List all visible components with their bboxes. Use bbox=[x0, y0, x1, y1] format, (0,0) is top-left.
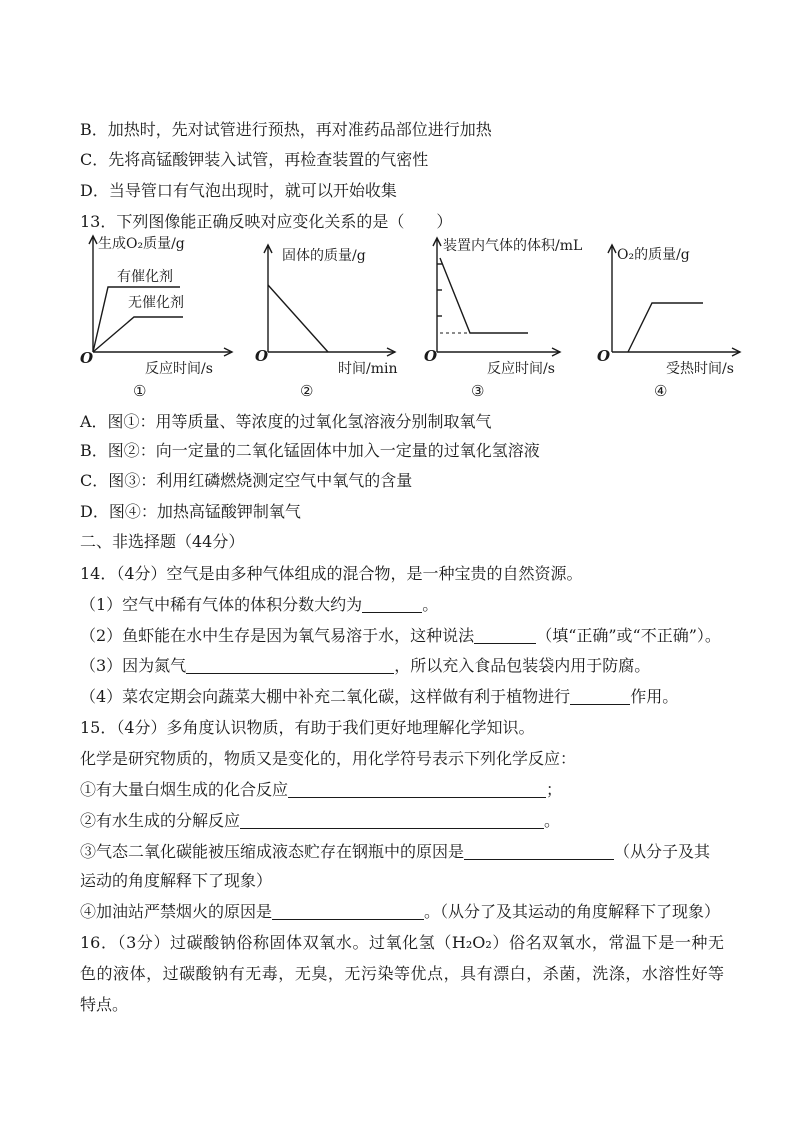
graph-4 bbox=[597, 245, 740, 400]
answer-blank bbox=[464, 845, 614, 860]
graph-3 bbox=[424, 237, 582, 400]
option-c: C．先将高锰酸钾装入试管，再检查装置的气密性 bbox=[80, 150, 429, 169]
q15-part-3-text: ③气态二氧化碳能被压缩成液态贮存在钢瓶中的原因是 bbox=[80, 842, 465, 861]
q16-line-1: 16．（3分）过碳酸钠俗称固体双氧水。过氧化氢（H₂O₂）俗名双氧水，常温下是一种无 bbox=[80, 933, 724, 952]
q15-part-4 bbox=[80, 902, 720, 922]
q13-graphs bbox=[0, 228, 794, 406]
q15-part-3-continuation: 运动的角度解释下了现象） bbox=[80, 871, 273, 890]
graph-3-origin: O bbox=[424, 347, 438, 365]
q15-part-4-text: ④加油站严禁烟火的原因是 bbox=[80, 902, 273, 921]
graph-4-x-label: 受热时间/s bbox=[666, 361, 734, 377]
q14-part-1-text: （1）空气中稀有气体的体积分数大约为 bbox=[80, 595, 363, 614]
graph-3-number: ③ bbox=[471, 382, 485, 400]
answer-blank bbox=[186, 659, 394, 674]
graph-2-origin: O bbox=[255, 347, 269, 365]
q13-option-d: D．图④：加热高锰酸钾制氧气 bbox=[80, 502, 301, 521]
q15-part-1 bbox=[80, 780, 562, 800]
q15-part-2-text: ②有水生成的分解反应 bbox=[80, 811, 241, 830]
q14-part-4-suffix: 作用。 bbox=[630, 687, 679, 706]
q13-option-c: C．图③：利用红磷燃烧测定空气中氧气的含量 bbox=[80, 471, 413, 490]
q14-part-2-text: （2）鱼虾能在水中生存是因为氧气易溶于水，这种说法 bbox=[80, 626, 475, 645]
answer-blank bbox=[272, 905, 424, 920]
graph-1-x-label: 反应时间/s bbox=[145, 361, 213, 377]
graph-3-curve bbox=[440, 258, 528, 333]
graph-1-curve-no-catalyst bbox=[93, 317, 183, 352]
q14-part-2-suffix: （填“正确”或“不正确”）。 bbox=[536, 626, 721, 645]
graph-2-y-label: 固体的质量/g bbox=[282, 248, 366, 264]
answer-blank bbox=[240, 814, 544, 829]
graph-1-number: ① bbox=[133, 382, 147, 400]
answer-blank bbox=[474, 629, 536, 644]
graph-1-y-label: 生成O₂质量/g bbox=[98, 236, 185, 252]
answer-blank bbox=[362, 598, 422, 613]
option-d: D．当导管口有气泡出现时，就可以开始收集 bbox=[80, 181, 397, 200]
answer-blank bbox=[570, 690, 630, 705]
q14-stem: 14．（4分）空气是由多种气体组成的混合物，是一种宝贵的自然资源。 bbox=[80, 564, 583, 583]
graph-4-origin: O bbox=[597, 347, 611, 365]
graph-4-curve bbox=[628, 303, 703, 352]
q15-part-3 bbox=[80, 842, 710, 862]
q15-stem: 15．（4分）多角度认识物质，有助于我们更好地理解化学知识。 bbox=[80, 718, 535, 737]
option-b: B．加热时，先对试管进行预热，再对准药品部位进行加热 bbox=[80, 120, 492, 139]
q13-option-a: A．图①：用等质量、等浓度的过氧化氢溶液分别制取氧气 bbox=[80, 412, 492, 431]
q15-part-1-text: ①有大量白烟生成的化合反应 bbox=[80, 780, 289, 799]
graph-2 bbox=[255, 245, 398, 400]
q16-line-3: 特点。 bbox=[80, 995, 129, 1014]
q14-part-4 bbox=[80, 687, 678, 707]
q15-part-1-suffix: ； bbox=[546, 780, 563, 799]
q15-part-2 bbox=[80, 811, 560, 831]
graph-1 bbox=[80, 235, 232, 400]
section-title: 二、非选择题（44分） bbox=[80, 532, 245, 551]
graph-2-x-label: 时间/min bbox=[338, 361, 398, 377]
graph-2-curve bbox=[268, 285, 328, 352]
q14-part-3 bbox=[80, 656, 650, 676]
q15-part-2-suffix: 。 bbox=[544, 811, 561, 830]
q15-part-4-suffix: 。（从分了及其运动的角度解释下了现象） bbox=[424, 902, 721, 921]
graph-4-y-label: O₂的质量/g bbox=[617, 247, 690, 263]
graph-3-y-label: 装置内气体的体积/mL bbox=[443, 238, 583, 254]
q14-part-3-text: （3）因为氮气 bbox=[80, 656, 187, 675]
q14-part-4-text: （4）菜农定期会向蔬菜大棚中补充二氧化碳，这样做有利于植物进行 bbox=[80, 687, 571, 706]
q13-option-b: B．图②：向一定量的二氧化锰固体中加入一定量的过氧化氢溶液 bbox=[80, 441, 540, 460]
answer-blank bbox=[288, 783, 546, 798]
q14-part-1 bbox=[80, 595, 438, 615]
q14-part-1-suffix: 。 bbox=[422, 595, 439, 614]
graph-4-number: ④ bbox=[654, 382, 668, 400]
graph-3-x-label: 反应时间/s bbox=[487, 361, 555, 377]
q15-part-3-suffix: （从分子及其 bbox=[614, 842, 711, 861]
q15-intro: 化学是研究物质的，物质又是变化的，用化学符号表示下列化学反应： bbox=[80, 749, 577, 768]
graph-1-origin: O bbox=[80, 349, 94, 367]
graph-2-number: ② bbox=[300, 382, 314, 400]
graph-1-curve-label-catalyst: 有催化剂 bbox=[117, 269, 173, 285]
q14-part-2 bbox=[80, 626, 721, 646]
q14-part-3-suffix: ，所以充入食品包装袋内用于防腐。 bbox=[394, 656, 651, 675]
graph-1-curve-label-no-catalyst: 无催化剂 bbox=[128, 295, 184, 311]
q16-line-2: 色的液体，过碳酸钠有无毒，无臭，无污染等优点，具有漂白，杀菌，洗涤，水溶性好等 bbox=[80, 964, 724, 983]
q13-stem: 13．下列图像能正确反映对应变化关系的是（ ） bbox=[80, 212, 453, 231]
